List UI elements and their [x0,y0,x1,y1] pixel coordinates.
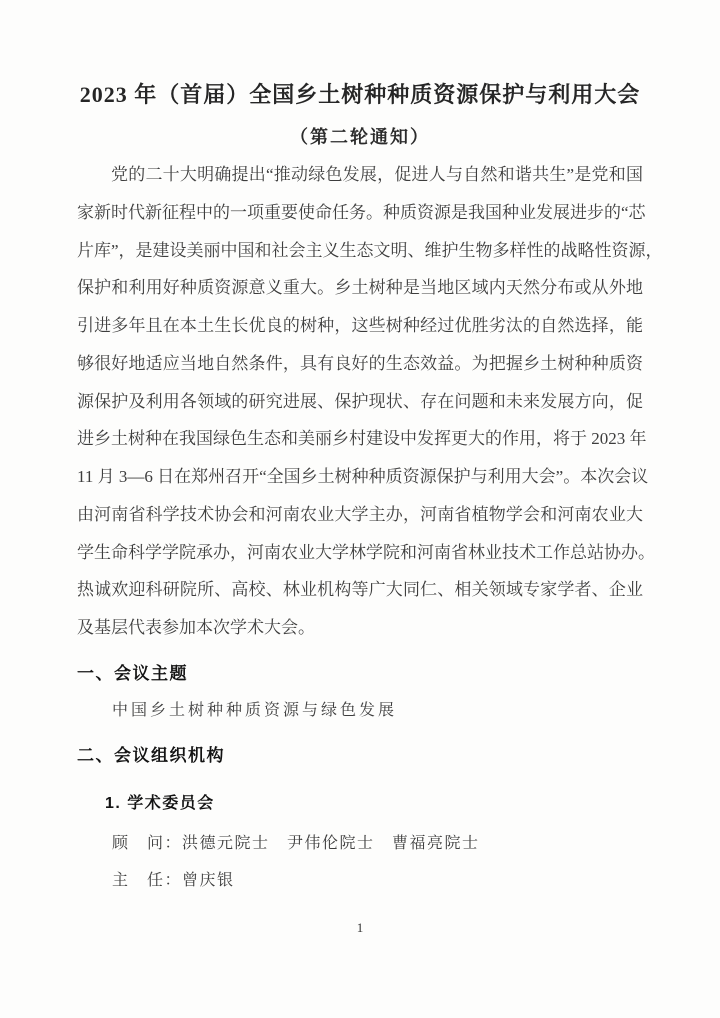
paragraph-line: 党的二十大明确提出“推动绿色发展，促进人与自然和谐共生”是党和国 [111,165,643,184]
meeting-theme-text: 中国乡土树种种质资源与绿色发展 [112,702,398,719]
paragraph-line: 保护和利用好种质资源意义重大。乡土树种是当地区域内天然分布或从外地 [77,278,643,298]
paragraph-line: 及基层代表参加本次学术大会。 [77,618,315,637]
document-title: 2023 年（首届）全国乡土树种种质资源保护与利用大会 [79,82,641,107]
paragraph-line: 11 月 3—6 日在郑州召开“全国乡土树种种质资源保护与利用大会”。本次会议 [77,467,649,486]
paragraph-line: 学生命科学学院承办，河南农业大学林学院和河南省林业技术工作总站协办。 [77,542,655,562]
section-heading-organization: 二、会议组织机构 [77,746,225,765]
intro-paragraph [77,156,663,647]
document-subtitle: （第二轮通知） [290,127,430,147]
subsection-heading-academic-committee: 1. 学术委员会 [105,795,215,812]
paragraph-line: 热诚欢迎科研院所、高校、林业机构等广大同仁、相关领域专家学者、企业 [77,580,643,600]
section-heading-meeting-theme: 一、会议主题 [77,664,188,683]
page-number: 1 [356,920,364,935]
advisors-line: 顾 问：洪德元院士 尹伟伦院士 曹福亮院士 [112,835,480,852]
paragraph-line: 引进多年且在本土生长优良的树种，这些树种经过优胜劣汰的自然选择，能 [77,316,643,335]
paragraph-line: 家新时代新征程中的一项重要使命任务。种质资源是我国种业发展进步的“芯 [77,202,646,222]
paragraph-line: 进乡土树种在我国绿色生态和美丽乡村建设中发挥更大的作用，将于 2023 年 [77,429,647,449]
chair-line: 主 任：曾庆银 [112,872,235,889]
paragraph-line: 够很好地适应当地自然条件，具有良好的生态效益。为把握乡土树种种质资 [77,353,643,373]
paragraph-line: 片库”，是建设美丽中国和社会主义生态文明、维护生物多样性的战略性资源， [77,240,663,260]
paragraph-line: 源保护及利用各领域的研究进展、保护现状、存在问题和未来发展方向，促 [77,391,643,411]
paragraph-line: 由河南省科学技术协会和河南农业大学主办，河南省植物学会和河南农业大 [77,504,643,524]
